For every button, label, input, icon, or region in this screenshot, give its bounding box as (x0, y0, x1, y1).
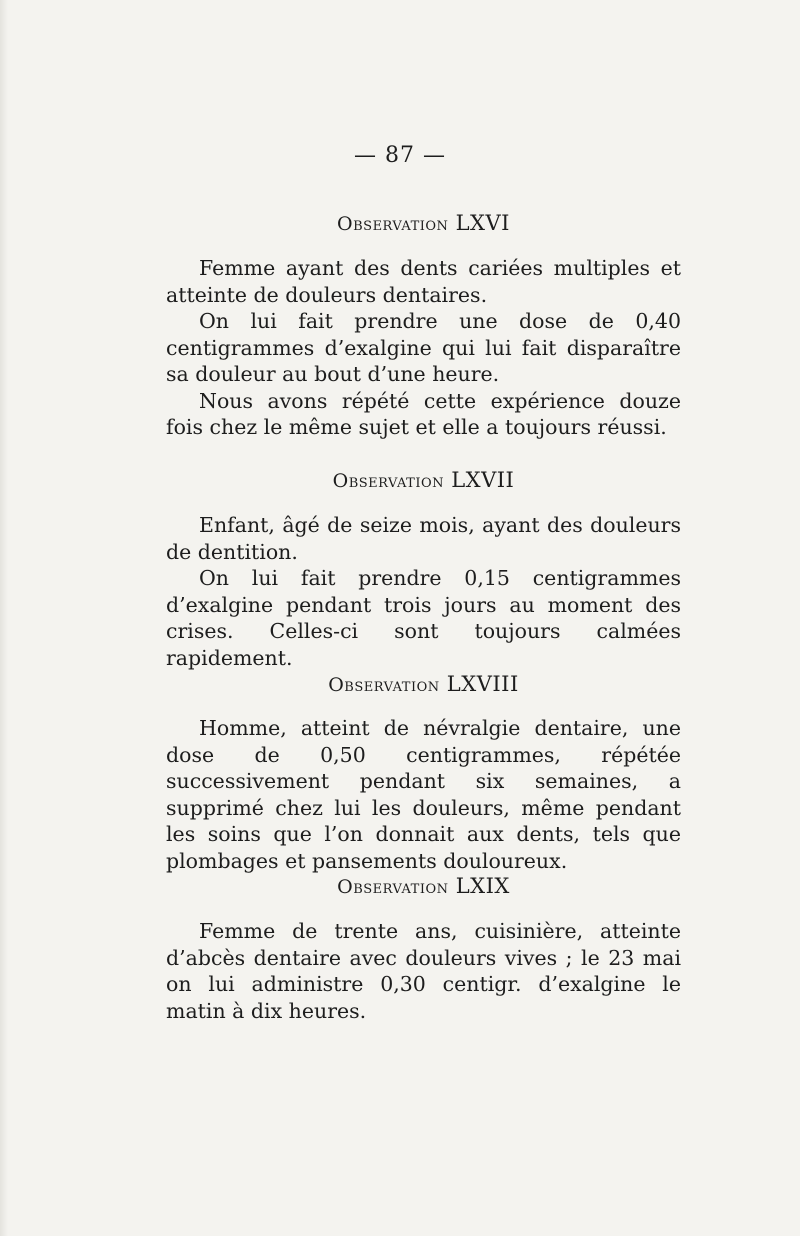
observation-label: Observation (328, 674, 440, 696)
observation-heading-lxvi (166, 211, 681, 235)
observation-heading-lxviii (166, 672, 681, 696)
observation-heading-lxvii (166, 468, 681, 492)
paragraph: Enfant, âgé de seize mois, ayant des douleurs de dentition. (166, 513, 681, 564)
observation-numeral: LXVII (451, 468, 515, 492)
paragraph: On lui fait prendre 0,15 centigrammes d’exalgine pendant trois jours au moment des crises. Celles-ci sont toujours calmées rapidement. (166, 566, 681, 670)
observation-body-lxviii (166, 715, 681, 874)
page-number: — 87 — (354, 143, 446, 168)
observation-numeral: LXVIII (446, 672, 519, 696)
paragraph: Nous avons répété cette expérience douze fois chez le même sujet et elle a toujours réussi. (166, 388, 681, 439)
paragraph: Homme, atteint de névralgie dentaire, une dose de 0,50 centigrammes, répétée successivement pendant six semaines, a supprimé chez lui les douleurs, même pendant les soins que l’on donnait aux dents, tels que plombages et pansements douloureux. (166, 716, 681, 873)
observation-heading-lxix (166, 874, 681, 898)
observation-label: Observation (337, 213, 449, 235)
observation-label: Observation (332, 470, 445, 492)
observation-body-lxix (166, 918, 681, 1024)
observation-label: Observation (337, 876, 449, 898)
observation-body-lxvi (166, 255, 681, 441)
observation-numeral: LXIX (455, 874, 510, 898)
paragraph: Femme ayant des dents cariées multiples et atteinte de douleurs dentaires. (166, 256, 681, 307)
observation-numeral: LXVI (455, 211, 510, 235)
paragraph: Femme de trente ans, cuisinière, atteinte d’abcès dentaire avec douleurs vives ; le 23 mai on lui administre 0,30 centigr. d’exalgine le matin à dix heures. (166, 919, 681, 1023)
observation-body-lxvii (166, 512, 681, 671)
paragraph: On lui fait prendre une dose de 0,40 centigrammes d’exalgine qui lui fait disparaître sa douleur au bout d’une heure. (166, 309, 681, 386)
